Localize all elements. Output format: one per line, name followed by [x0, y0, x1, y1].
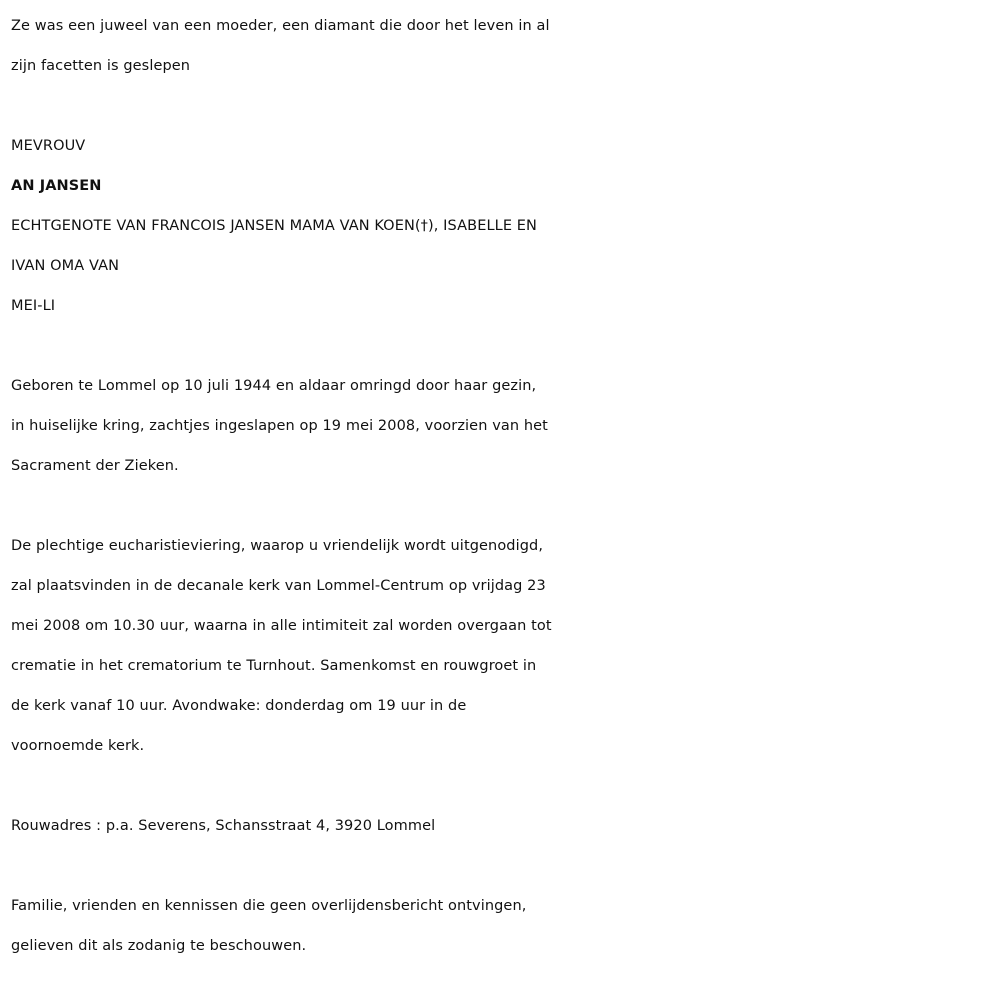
ceremony-line: crematie in het crematorium te Turnhout. Samenkomst en rouwgroet in	[11, 658, 537, 674]
relations-line: ECHTGENOTE VAN FRANCOIS JANSEN MAMA VAN KOEN(†), ISABELLE EN	[11, 218, 537, 234]
spacer	[11, 766, 1000, 806]
salutation	[11, 126, 1000, 166]
birth-death-line: Sacrament der Zieken.	[11, 458, 179, 474]
quote-line: Ze was een juweel van een moeder, een diamant die door het leven in al	[11, 18, 550, 34]
birth-death-line: in huiselijke kring, zachtjes ingeslapen op 19 mei 2008, voorzien van het	[11, 418, 548, 434]
spacer	[11, 846, 1000, 886]
grandchild	[11, 286, 1000, 326]
ceremony-line: voornoemde kerk.	[11, 738, 145, 754]
quote-line: zijn facetten is geslepen	[11, 58, 191, 74]
ceremony-line: de kerk vanaf 10 uur. Avondwake: donderdag om 19 uur in de	[11, 698, 467, 714]
birth-death-line: Geboren te Lommel op 10 juli 1944 en aldaar omringd door haar gezin,	[11, 378, 537, 394]
quote-paragraph	[11, 6, 1000, 86]
closing-paragraph	[11, 886, 1000, 966]
spacer	[11, 486, 1000, 526]
address-paragraph	[11, 806, 1000, 846]
relations-line: IVAN OMA VAN	[11, 258, 120, 274]
salutation-text: MEVROUV	[11, 138, 86, 154]
relations-paragraph	[11, 206, 1000, 286]
address-line: Rouwadres : p.a. Severens, Schansstraat 4, 3920 Lommel	[11, 818, 436, 834]
spacer	[11, 86, 1000, 126]
ceremony-line: zal plaatsvinden in de decanale kerk van Lommel-Centrum op vrijdag 23	[11, 578, 546, 594]
grandchild-text: MEI-LI	[11, 298, 56, 314]
spacer	[11, 326, 1000, 366]
ceremony-line: De plechtige eucharistieviering, waarop u vriendelijk wordt uitgenodigd,	[11, 538, 544, 554]
closing-line: Familie, vrienden en kennissen die geen overlijdensbericht ontvingen,	[11, 898, 527, 914]
ceremony-line: mei 2008 om 10.30 uur, waarna in alle intimiteit zal worden overgaan tot	[11, 618, 552, 634]
birth-death-paragraph	[11, 366, 1000, 486]
closing-line: gelieven dit als zodanig te beschouwen.	[11, 938, 307, 954]
ceremony-paragraph	[11, 526, 1000, 766]
deceased-name-text: AN JANSEN	[11, 178, 102, 194]
deceased-name	[11, 166, 1000, 206]
